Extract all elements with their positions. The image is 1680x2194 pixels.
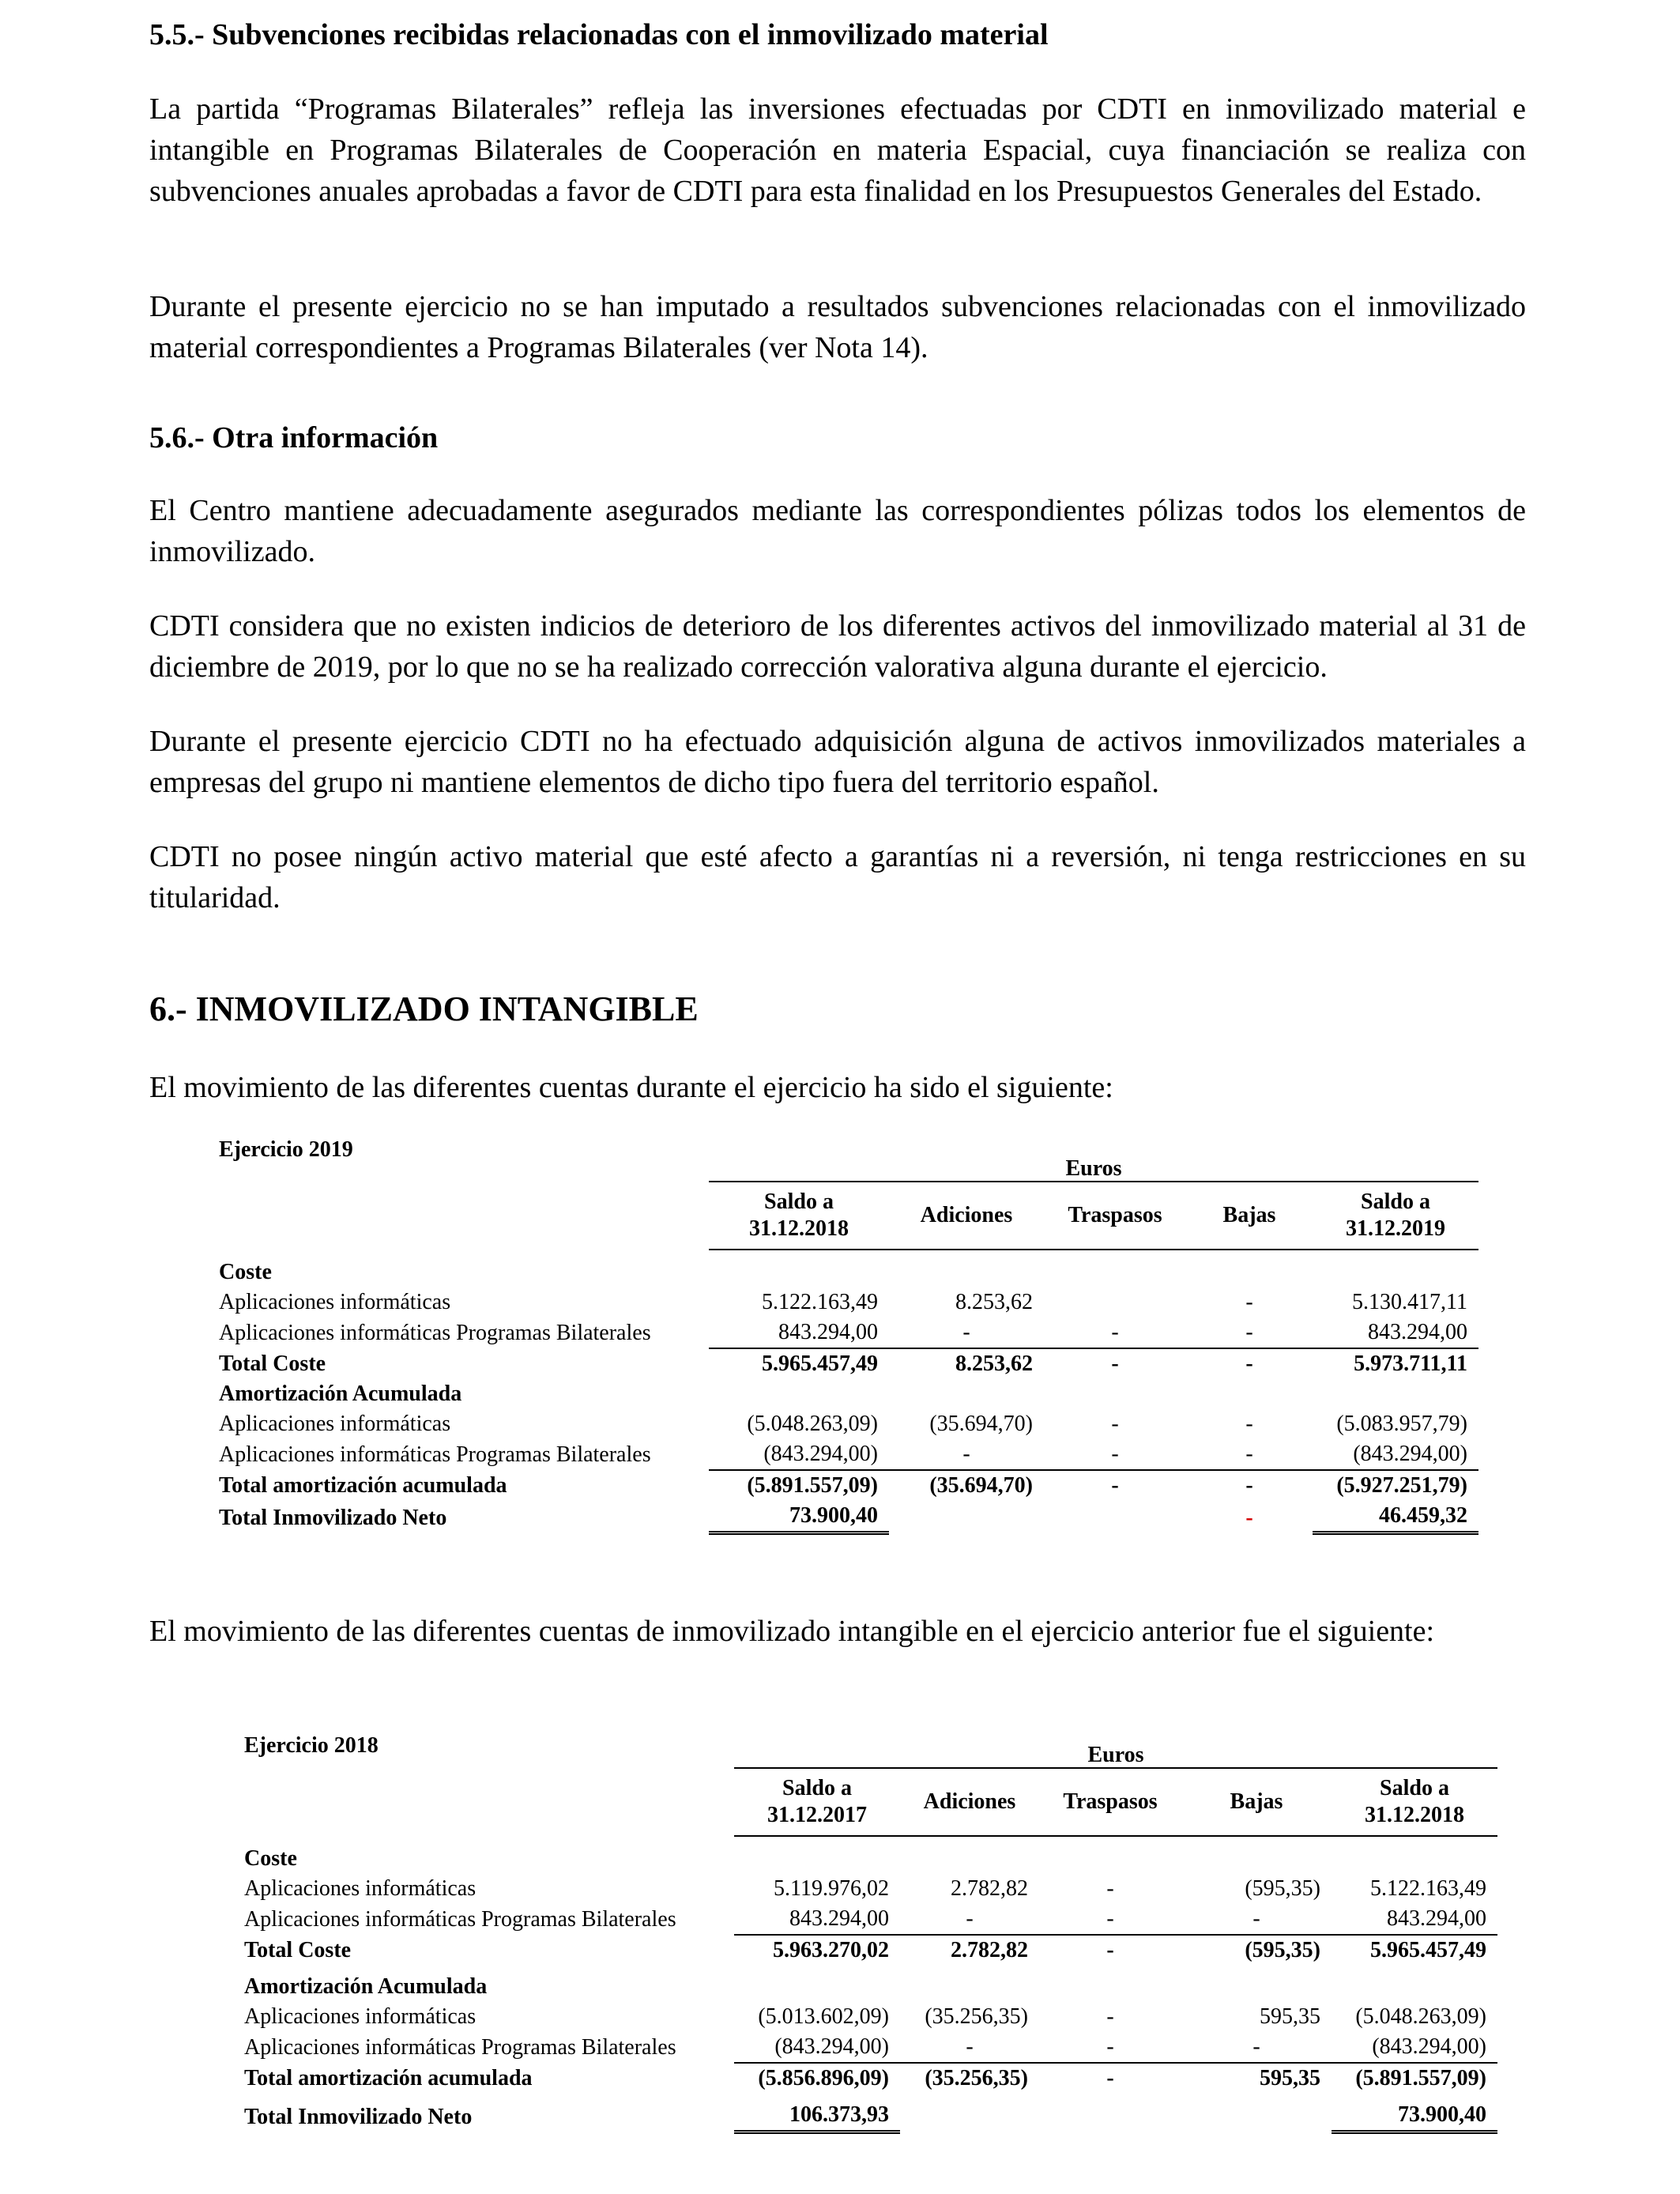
row-label: Total amortización acumulada (244, 2066, 533, 2090)
cell-c3 (1039, 1966, 1181, 2002)
cell-c3: - (1106, 1938, 1114, 1962)
column-header-adiciones: Adiciones (889, 1182, 1044, 1250)
cell-c3 (1044, 1287, 1186, 1318)
cell-c5 (1332, 1836, 1497, 1874)
cell-c1 (709, 1250, 889, 1287)
row-label: Total amortización acumulada (219, 1473, 507, 1498)
section-5-5-heading: 5.5.- Subvenciones recibidas relacionadas con el inmovilizado material (149, 18, 1049, 51)
row-label: Aplicaciones informáticas (219, 1290, 451, 1314)
cell-c1 (709, 1379, 889, 1409)
cell-c4: - (1186, 1439, 1313, 1470)
cell-c4 (1181, 1966, 1332, 2002)
cell-c5: 843.294,00 (1313, 1318, 1478, 1348)
cell-c5: 5.122.163,49 (1370, 1876, 1486, 1901)
cell-c2 (889, 1501, 1044, 1533)
column-header-bajas: Bajas (1186, 1182, 1313, 1250)
section-5-5-paragraph-2: Durante el presente ejercicio no se han imputado a resultados subvenciones relacionadas con el inmovilizado material correspondientes a Programas Bilaterales (ver Nota 14). (149, 290, 1526, 364)
table-ejercicio-2019 (219, 1138, 1478, 1535)
cell-c2 (889, 1250, 1044, 1287)
cell-c5: 843.294,00 (1332, 1904, 1497, 1935)
cell-c5: (5.927.251,79) (1336, 1473, 1467, 1498)
cell-c3: - (1039, 1904, 1181, 1935)
cell-c2: (35.694,70) (929, 1473, 1033, 1498)
table-row (219, 1348, 1478, 1379)
cell-c1: (5.013.602,09) (758, 2004, 889, 2029)
column-header-saldo-inicial: Saldo a 31.12.2017 (734, 1768, 900, 1836)
cell-c2 (900, 1836, 1039, 1874)
cell-c5 (1313, 1379, 1478, 1409)
cell-c1: (5.891.557,09) (747, 1473, 878, 1498)
column-header-bajas: Bajas (1181, 1768, 1332, 1836)
table-row (244, 1836, 1497, 1874)
cell-c1: (843.294,00) (709, 1439, 889, 1470)
table-row (244, 1966, 1497, 2002)
cell-c5: (843.294,00) (1313, 1439, 1478, 1470)
cell-c4 (1181, 2094, 1332, 2132)
cell-c2: (35.256,35) (925, 2066, 1028, 2090)
cell-c4: 595,35 (1260, 2066, 1320, 2090)
cell-c4: (595,35) (1245, 1876, 1320, 1901)
table-row (244, 2002, 1497, 2032)
column-header-traspasos: Traspasos (1044, 1182, 1186, 1250)
cell-c5: 46.459,32 (1313, 1501, 1478, 1533)
table-row (244, 2094, 1497, 2132)
cell-c1: (5.856.896,09) (758, 2066, 889, 2090)
row-label: Aplicaciones informáticas (244, 1876, 477, 1901)
table-row (219, 1287, 1478, 1318)
section-5-6-heading: 5.6.- Otra información (149, 421, 439, 454)
cell-c3 (1039, 1836, 1181, 1874)
cell-c1: 843.294,00 (734, 1904, 900, 1935)
cell-c2 (900, 2094, 1039, 2132)
cell-c4: - (1181, 2032, 1332, 2063)
cell-c1: 73.900,40 (709, 1501, 889, 1533)
column-header-saldo-final: Saldo a 31.12.2018 (1332, 1768, 1497, 1836)
column-header-saldo-inicial: Saldo a 31.12.2018 (709, 1182, 889, 1250)
table-row (219, 1409, 1478, 1439)
table-title: Ejercicio 2018 (244, 1733, 379, 1758)
cell-c3: - (1111, 1412, 1119, 1436)
row-label: Total Inmovilizado Neto (244, 2104, 473, 2129)
cell-c4: - (1181, 1904, 1332, 1935)
cell-c1 (734, 1966, 900, 2002)
table-row (219, 1250, 1478, 1287)
table-row (219, 1470, 1478, 1501)
section-6-heading: 6.- INMOVILIZADO INTANGIBLE (149, 990, 699, 1028)
cell-c1: 5.122.163,49 (762, 1290, 878, 1314)
cell-c5: (5.048.263,09) (1355, 2004, 1486, 2029)
row-label: Total Coste (219, 1351, 326, 1376)
column-header-adiciones: Adiciones (900, 1768, 1039, 1836)
cell-c5: 5.973.711,11 (1354, 1351, 1467, 1376)
cell-c2: - (900, 1904, 1039, 1935)
cell-c5 (1313, 1250, 1478, 1287)
row-label: Amortización Acumulada (244, 1974, 488, 1999)
cell-c3: - (1044, 1318, 1186, 1348)
table-row (219, 1439, 1478, 1470)
cell-c3 (1044, 1379, 1186, 1409)
cell-c1: (843.294,00) (734, 2032, 900, 2063)
cell-c2 (889, 1379, 1044, 1409)
cell-c3: - (1111, 1351, 1119, 1376)
cell-c3: - (1106, 1876, 1114, 1901)
table-row (219, 1501, 1478, 1533)
cell-c5 (1332, 1966, 1497, 2002)
cell-c2: (35.256,35) (925, 2004, 1028, 2029)
table-row (244, 2063, 1497, 2094)
column-header-traspasos: Traspasos (1039, 1768, 1181, 1836)
row-label: Total Inmovilizado Neto (219, 1505, 447, 1530)
cell-c2: - (889, 1318, 1044, 1348)
section-5-5-paragraph-1: La partida “Programas Bilaterales” refleja las inversiones efectuadas por CDTI en inmovilizado material e intangible en Programas Bilaterales de Cooperación en materia Espacial, cuya financiación se realiza con subvenciones anuales aprobadas a favor de CDTI para esta finalidad en los Presupuestos Generales del Estado. (149, 92, 1526, 208)
row-label: Amortización Acumulada (219, 1382, 462, 1406)
table-row (244, 1874, 1497, 1904)
cell-c2: - (900, 2032, 1039, 2063)
cell-c5: (843.294,00) (1332, 2032, 1497, 2063)
row-label: Aplicaciones informáticas Programas Bilaterales (244, 2035, 676, 2060)
cell-c4: (595,35) (1245, 1938, 1320, 1962)
cell-c2: 8.253,62 (955, 1290, 1033, 1314)
cell-c3: - (1039, 2032, 1181, 2063)
cell-c1 (734, 1836, 900, 1874)
cell-c3 (1039, 2094, 1181, 2132)
cell-c4 (1186, 1379, 1313, 1409)
table-title: Ejercicio 2019 (219, 1137, 353, 1162)
section-5-6-paragraph-1: El Centro mantiene adecuadamente asegurados mediante las correspondientes pólizas todos los elementos de inmovilizado. (149, 494, 1526, 568)
cell-c2 (900, 1966, 1039, 2002)
row-label: Aplicaciones informáticas Programas Bilaterales (244, 1907, 676, 1932)
cell-c1: 843.294,00 (709, 1318, 889, 1348)
cell-c1: 5.965.457,49 (762, 1351, 878, 1376)
currency-header: Euros (709, 1138, 1478, 1182)
cell-c3 (1044, 1501, 1186, 1533)
row-label: Aplicaciones informáticas Programas Bilaterales (219, 1442, 651, 1467)
cell-c4: - (1245, 1290, 1253, 1314)
cell-c4: - (1186, 1318, 1313, 1348)
cell-c3: - (1106, 2004, 1114, 2029)
cell-c4 (1186, 1250, 1313, 1287)
row-label: Total Coste (244, 1938, 352, 1962)
cell-c4: - (1245, 1473, 1253, 1498)
section-6-intro-previous-year: El movimiento de las diferentes cuentas de inmovilizado intangible en el ejercicio anterior fue el siguiente: (149, 1615, 1435, 1648)
cell-c1: 106.373,93 (734, 2094, 900, 2132)
row-label: Coste (219, 1260, 272, 1284)
row-label: Aplicaciones informáticas Programas Bilaterales (219, 1321, 651, 1345)
cell-c4: - (1245, 1505, 1253, 1530)
table-row (244, 2032, 1497, 2063)
section-5-6-paragraph-2: CDTI considera que no existen indicios de deterioro de los diferentes activos del inmovilizado material al 31 de diciembre de 2019, por lo que no se ha realizado corrección valorativa alguna durante el ejercicio. (149, 609, 1526, 684)
section-6-intro: El movimiento de las diferentes cuentas durante el ejercicio ha sido el siguiente: (149, 1071, 1113, 1104)
cell-c2: 8.253,62 (955, 1351, 1033, 1376)
cell-c2: 2.782,82 (951, 1938, 1028, 1962)
cell-c1: (5.048.263,09) (747, 1412, 878, 1436)
currency-header: Euros (734, 1734, 1497, 1768)
cell-c1: 5.963.270,02 (773, 1938, 889, 1962)
cell-c5: 73.900,40 (1332, 2094, 1497, 2132)
row-label: Aplicaciones informáticas (244, 2004, 477, 2029)
cell-c2: (35.694,70) (929, 1412, 1033, 1436)
cell-c5: (5.083.957,79) (1336, 1412, 1467, 1436)
cell-c3: - (1106, 2066, 1114, 2090)
cell-c1: 5.119.976,02 (774, 1876, 889, 1901)
cell-c3: - (1044, 1439, 1186, 1470)
cell-c3: - (1111, 1473, 1119, 1498)
table-row (244, 1935, 1497, 1966)
cell-c3 (1044, 1250, 1186, 1287)
table-ejercicio-2018 (244, 1734, 1497, 2134)
cell-c4: - (1245, 1412, 1253, 1436)
column-header-saldo-final: Saldo a 31.12.2019 (1313, 1182, 1478, 1250)
section-5-6-paragraph-3: Durante el presente ejercicio CDTI no ha efectuado adquisición alguna de activos inmovilizados materiales a empresas del grupo ni mantiene elementos de dicho tipo fuera del territorio español. (149, 725, 1526, 799)
table-row (219, 1379, 1478, 1409)
cell-c5: (5.891.557,09) (1355, 2066, 1486, 2090)
section-5-6-paragraph-4: CDTI no posee ningún activo material que esté afecto a garantías ni a reversión, ni tenga restricciones en su titularidad. (149, 840, 1526, 914)
cell-c4: 595,35 (1260, 2004, 1320, 2029)
row-label: Coste (244, 1846, 297, 1871)
cell-c5: 5.130.417,11 (1352, 1290, 1467, 1314)
row-label: Aplicaciones informáticas (219, 1412, 451, 1436)
cell-c2: - (889, 1439, 1044, 1470)
cell-c4 (1181, 1836, 1332, 1874)
table-row (219, 1318, 1478, 1348)
cell-c5: 5.965.457,49 (1370, 1938, 1486, 1962)
cell-c2: 2.782,82 (951, 1876, 1028, 1901)
cell-c4: - (1245, 1351, 1253, 1376)
table-row (244, 1904, 1497, 1935)
